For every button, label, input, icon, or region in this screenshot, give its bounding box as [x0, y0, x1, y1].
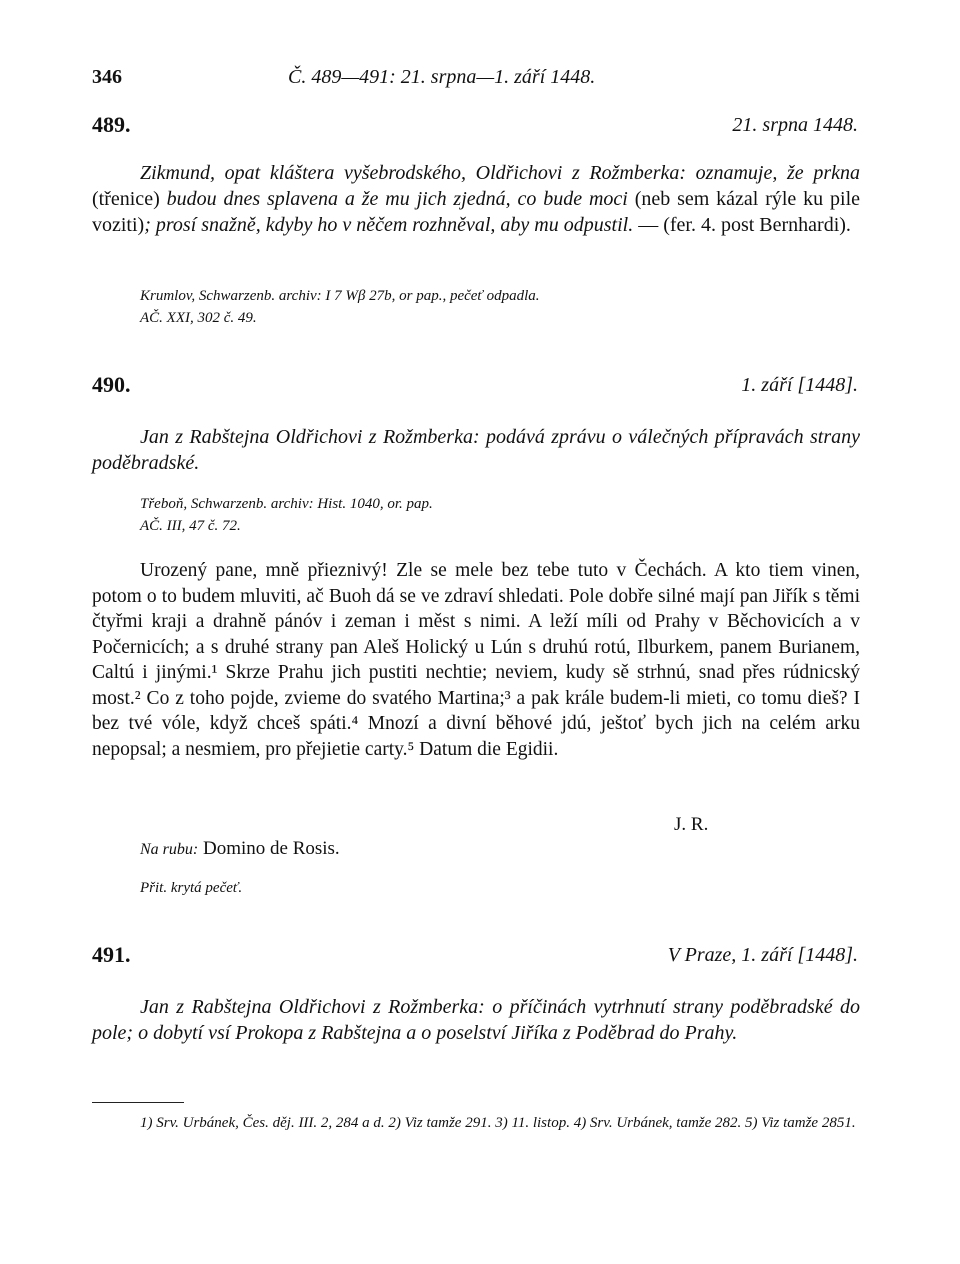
seal-note: Přit. krytá pečeť. — [140, 880, 243, 896]
entry-date-490: 1. září [1448]. — [741, 374, 858, 396]
verso-note — [140, 838, 340, 860]
source-line: Krumlov, Schwarzenb. archiv: I 7 Wβ 27b, or pap., pečeť odpadla. — [140, 288, 540, 304]
verso-label: Na rubu: — [140, 841, 199, 858]
entry-summary-489 — [92, 160, 860, 238]
summary-part: (třenice) — [92, 188, 167, 210]
source-line: AČ. XXI, 302 č. 49. — [140, 310, 257, 326]
page-number: 346 — [92, 66, 122, 88]
summary-part: Zikmund, opat kláštera vyšebrodského, Oldřichovi z Rožmberka: oznamuje, že prkna — [140, 162, 860, 184]
summary-part: (neb sem kázal rýle ku pile voziti) — [92, 188, 860, 236]
signature: J. R. — [674, 814, 709, 835]
letter-text: Urozený pane, mně přieznivý! Zle se mele bez tebe tuto v Čechách. A kto tiem vinen, potom o to budem mluviti, ač Buoh dá se ve zdraví shledati. Pole dobře silné mají pan Jiřík s těmi čtyřmi kraji a drahně pánóv i zeman i měst s nimi. A leží míli od Prahy v Běchovicích a v Počernicích; a s druhé strany pan Aleš Holický u Lún s druhú rotú, Ilburkem, panem Burianem, Caltú i jinými.¹ Skrze Prahu jich pustiti nechtie; neviem, kudy sě strhnú, snad přes rúdnicský most.² Co z toho pojde, zvieme do svatého Martina;³ a pak krále budem-li mieti, co tomu dieš? I bez tvé vóle, když chceš spáti.⁴ Mnozí a divní běhové jdú, ještoť bych jich na celém arku nepopsal; a nesmiem, pro přejietie carty.⁵ Datum die Egidii. — [92, 560, 860, 760]
entry-date-491: V Praze, 1. září [1448]. — [667, 944, 858, 966]
entry-summary-490: Jan z Rabštejna Oldřichovi z Rožmberka: podává zprávu o válečných přípravách strany poděbradské. — [92, 426, 860, 474]
footnote-rule — [92, 1102, 184, 1103]
entry-date-489: 21. srpna 1448. — [732, 114, 858, 136]
footnotes: 1) Srv. Urbánek, Čes. děj. III. 2, 284 a d. 2) Viz tamže 291. 3) 11. listop. 4) Srv. Urbánek, tamže 282. 5) Viz tamže 2851. — [140, 1115, 856, 1131]
summary-part: budou dnes splavena a že mu jich zjedná, co bude moci — [166, 188, 628, 210]
summary-part: ; prosí snažně, kdyby ho v něčem rozhněval, aby mu odpustil. — [144, 214, 634, 236]
entry-number-491: 491. — [92, 942, 131, 967]
entry-summary-491: Jan z Rabštejna Oldřichovi z Rožmberka: o příčinách vytrhnutí strany poděbradské do pole; o dobytí vsí Prokopa z Rabštejna a o poselství Jiříka z Poděbrad do Prahy. — [92, 996, 860, 1044]
entry-number-490: 490. — [92, 372, 131, 397]
verso-text: Domino de Rosis. — [202, 838, 340, 859]
source-line: AČ. III, 47 č. 72. — [140, 518, 241, 534]
entry-number-489: 489. — [92, 112, 131, 137]
summary-part: — (fer. 4. post Bernhardi). — [633, 214, 851, 236]
source-line: Třeboň, Schwarzenb. archiv: Hist. 1040, or. pap. — [140, 496, 433, 512]
running-title: Č. 489—491: 21. srpna—1. září 1448. — [288, 66, 596, 88]
